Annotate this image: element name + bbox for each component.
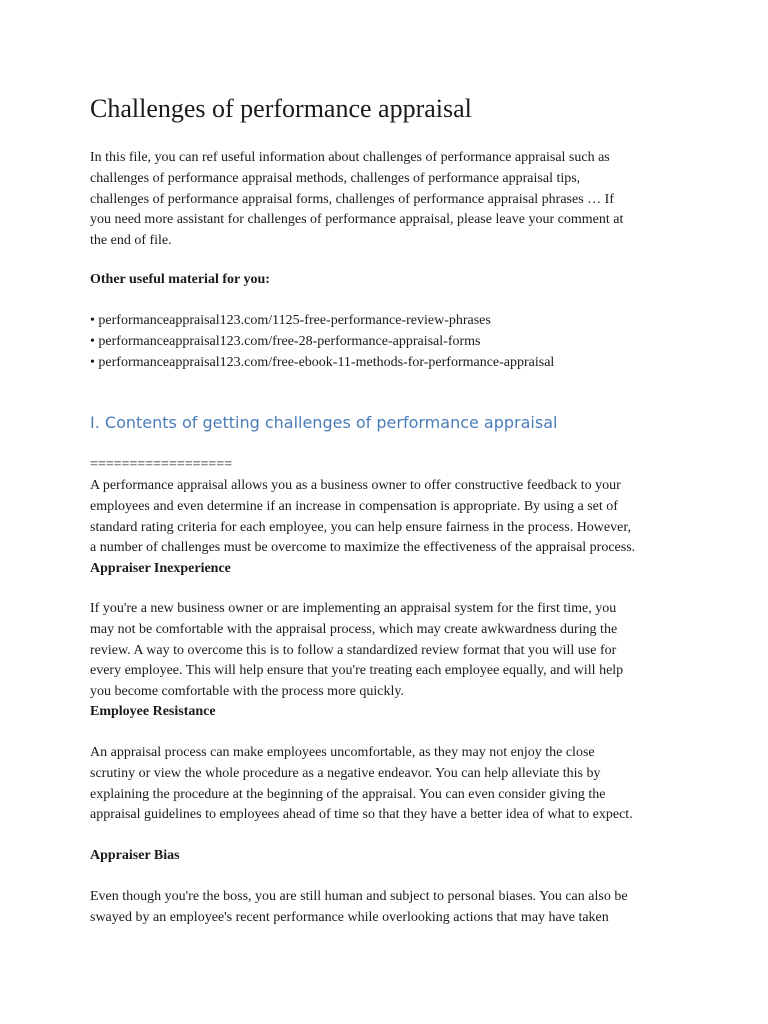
- intro-line: challenges of performance appraisal forms, challenges of performance appraisal phrases … If: [90, 191, 614, 207]
- intro-line: the end of file.: [90, 233, 172, 249]
- body-line: A performance appraisal allows you as a business owner to offer constructive feedback to your: [90, 478, 621, 493]
- body-line: Even though you're the boss, you are still human and subject to personal biases. You can also be: [90, 889, 628, 904]
- body-line: swayed by an employee's recent performance while overlooking actions that may have taken: [90, 909, 609, 925]
- body-line: employees and even determine if an increase in compensation is appropriate. By using a set of: [90, 498, 618, 514]
- section-heading: I. Contents of getting challenges of performance appraisal: [90, 413, 558, 432]
- body-line: you become comfortable with the process more quickly.: [90, 684, 404, 700]
- page-title: Challenges of performance appraisal: [90, 94, 472, 123]
- separator-line: ==================: [90, 457, 233, 472]
- body-paragraph-inexperience: [90, 599, 690, 703]
- heading-employee-resistance: Employee Resistance: [90, 704, 216, 719]
- intro-line: challenges of performance appraisal methods, challenges of performance appraisal tips,: [90, 170, 581, 186]
- other-material-label: Other useful material for you:: [90, 272, 270, 287]
- body-paragraph-intro: [90, 476, 690, 559]
- body-paragraph-resistance: [90, 743, 690, 826]
- body-line: scrutiny or view the whole procedure as a negative endeavor. You can help alleviate this by: [90, 765, 601, 781]
- resource-link[interactable]: • performanceappraisal123.com/1125-free-performance-review-phrases: [90, 313, 491, 328]
- intro-paragraph: [90, 148, 690, 252]
- resource-links-list: [90, 311, 690, 373]
- body-line: appraisal guidelines to employees ahead of time so that they have a better idea of what to expect.: [90, 807, 633, 823]
- heading-appraiser-inexperience: Appraiser Inexperience: [90, 561, 231, 576]
- body-line: explaining the procedure at the beginning of the appraisal. You can even consider giving the: [90, 786, 606, 802]
- body-line: may not be comfortable with the appraisal process, which may create awkwardness during the: [90, 621, 618, 637]
- body-line: An appraisal process can make employees uncomfortable, as they may not enjoy the close: [90, 745, 595, 760]
- body-paragraph-bias: [90, 887, 690, 929]
- intro-line: In this file, you can ref useful information about challenges of performance appraisal such as: [90, 150, 610, 165]
- body-line: If you're a new business owner or are implementing an appraisal system for the first time, you: [90, 601, 617, 616]
- intro-line: you need more assistant for challenges of performance appraisal, please leave your comment at: [90, 212, 624, 228]
- body-line: standard rating criteria for each employee, you can help ensure fairness in the process. However,: [90, 519, 631, 535]
- resource-link[interactable]: • performanceappraisal123.com/free-ebook-11-methods-for-performance-appraisal: [90, 354, 555, 370]
- body-line: every employee. This will help ensure that you're treating each employee equally, and will help: [90, 663, 624, 679]
- resource-link[interactable]: • performanceappraisal123.com/free-28-performance-appraisal-forms: [90, 333, 481, 349]
- body-line: review. A way to overcome this is to follow a standardized review format that you will use for: [90, 642, 617, 658]
- heading-appraiser-bias: Appraiser Bias: [90, 848, 180, 863]
- body-line: a number of challenges must be overcome to maximize the effectiveness of the appraisal process.: [90, 540, 636, 556]
